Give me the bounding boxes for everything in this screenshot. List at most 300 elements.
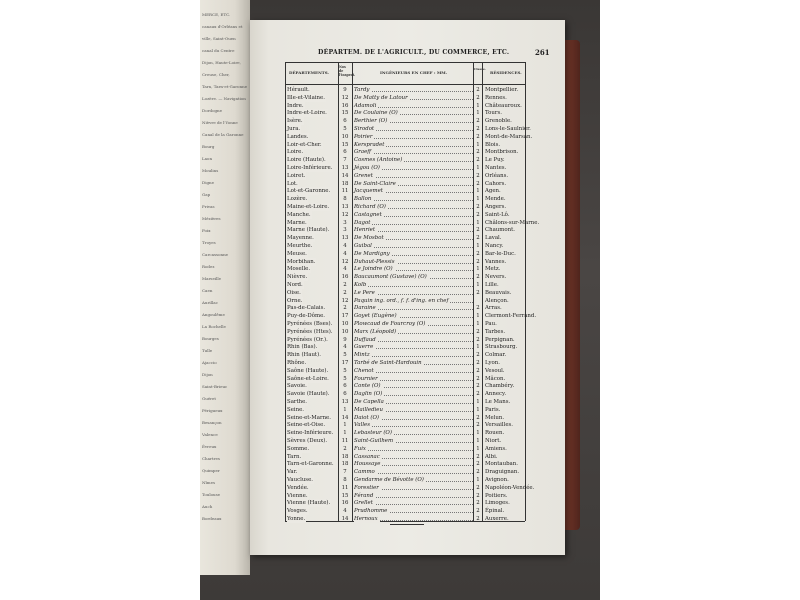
department-cell: Seine-et-Marne. [287, 414, 331, 421]
inspection-number-cell: 14 [341, 516, 349, 522]
left-page-text: Gap [202, 192, 211, 197]
table-row [285, 148, 525, 156]
left-page-text: Périgueux [202, 408, 223, 413]
class-cell: 2 [476, 383, 480, 390]
department-cell: Morbihan. [287, 258, 316, 265]
engineer-cell: Chenot [354, 367, 374, 374]
engineer-cell: Daraine [354, 305, 376, 312]
department-cell: Yonne. [287, 516, 306, 522]
table-row [285, 219, 540, 227]
table-row [285, 507, 525, 515]
department-cell: Vosges. [287, 508, 308, 515]
table-row [285, 86, 525, 94]
engineer-cell: Mailledieu [354, 406, 383, 413]
left-page-text: Privas [202, 204, 215, 209]
table-row [285, 273, 525, 281]
page-number: 261 [535, 48, 550, 57]
engineer-cell: Henriet [354, 227, 376, 234]
department-cell: Rhin (Haut). [287, 352, 321, 359]
department-cell: Tarn. [287, 453, 302, 460]
inspection-number-cell: 13 [341, 235, 349, 242]
residence-cell: Agen. [485, 188, 501, 195]
department-cell: Orne. [287, 297, 303, 304]
class-cell: 2 [476, 87, 480, 93]
engineer-cell: Saint-Guilhem [354, 438, 394, 444]
left-page-text: Mézières [202, 216, 221, 221]
table-row [285, 94, 525, 102]
left-page-text: Dijon [202, 372, 213, 377]
residence-cell: Paris. [485, 406, 501, 413]
class-cell: 2 [476, 211, 480, 218]
department-cell: Seine-et-Oise. [287, 422, 326, 429]
table-row [285, 242, 525, 250]
table-row [285, 382, 525, 390]
department-cell: Vendée. [287, 484, 309, 491]
table-row [285, 203, 525, 211]
class-cell: 1 [476, 219, 480, 226]
left-page-text: Chartres [202, 456, 220, 461]
department-cell: Moselle. [287, 266, 311, 273]
table-row [285, 492, 525, 500]
inspection-number-cell: 7 [343, 157, 347, 164]
class-cell: 2 [476, 391, 480, 398]
inspection-number-cell: 10 [341, 321, 349, 327]
department-cell: Meurthe. [287, 243, 313, 249]
engineer-cell: Cassanac [354, 453, 380, 460]
residence-cell: Châlons-sur-Marne. [485, 219, 540, 226]
inspection-number-cell: 16 [341, 500, 349, 507]
engineer-cell: Guerre [354, 344, 374, 351]
residence-cell: Melun. [485, 414, 505, 421]
department-cell: Nièvre. [287, 274, 308, 281]
department-cell: Loir-et-Cher. [287, 141, 322, 148]
engineer-cell: Houssaye [354, 461, 381, 468]
left-page-text: Marseille [202, 276, 222, 281]
class-cell: 1 [476, 282, 480, 288]
dot-leader [355, 450, 473, 451]
inspection-number-cell: 7 [343, 469, 347, 476]
engineer-cell: Castagnet [354, 211, 382, 218]
engineer-cell: Fuix [354, 445, 366, 452]
department-cell: Pyrénées (Or.). [287, 336, 328, 343]
table-row [285, 281, 525, 289]
inspection-number-cell: 10 [341, 133, 349, 140]
class-cell: 1 [476, 243, 480, 249]
residence-cell: Amiens. [485, 445, 507, 452]
department-cell: Vienne. [287, 492, 308, 499]
engineer-cell: Cosmes (Antoine) [354, 157, 403, 164]
inspection-number-cell: 13 [341, 399, 349, 405]
engineer-cell: Graeff [354, 149, 372, 156]
residence-cell: Arras. [485, 305, 502, 312]
header-departments: DÉPARTEMENTS. [289, 70, 329, 75]
class-cell: 2 [476, 375, 480, 382]
table-row [285, 406, 525, 414]
left-page-text: Dordogne [202, 108, 222, 113]
end-rule [390, 524, 424, 525]
table-row [285, 429, 525, 437]
table-row [285, 515, 525, 523]
department-cell: Tarn-et-Garonne. [287, 461, 334, 468]
inspection-number-cell: 5 [343, 126, 347, 132]
class-cell: 1 [476, 344, 480, 351]
department-cell: Saône-et-Loire. [287, 375, 329, 382]
table-row [285, 375, 525, 383]
engineer-cell: Mintz [354, 352, 370, 359]
table-row [285, 250, 525, 258]
class-cell: 2 [476, 250, 480, 257]
left-page-text: Valence [202, 432, 218, 437]
department-cell: Vaucluse. [287, 477, 313, 483]
table-row [285, 289, 525, 297]
class-cell: 2 [476, 126, 480, 132]
dot-leader [355, 91, 473, 92]
table-row [285, 133, 533, 141]
engineer-cell: Marx (Léopold) [354, 328, 397, 335]
left-page-text: Toulouse [202, 492, 221, 497]
left-page-text: Angoulême [202, 312, 225, 317]
inspection-number-cell: 3 [343, 227, 347, 234]
table-row [285, 226, 525, 234]
table-row [285, 180, 525, 188]
left-page-text: Dijon, Haute-Loire, [202, 60, 241, 65]
class-cell: 2 [476, 492, 480, 499]
left-page [200, 0, 250, 575]
table-header-rule [285, 84, 525, 85]
inspection-number-cell: 12 [341, 258, 349, 265]
department-cell: Vienne (Haute). [287, 500, 331, 507]
header-class: Classe. [474, 67, 486, 71]
residence-cell: Niort. [485, 438, 502, 444]
inspection-number-cell: 1 [343, 430, 347, 437]
residence-cell: Tarbes. [485, 328, 506, 335]
engineer-cell: Lebasteur (O) [354, 430, 392, 437]
engineer-cell: Duffaud [354, 336, 376, 343]
table-row [285, 398, 525, 406]
left-page-text: Creuse, Cher, [202, 72, 230, 77]
class-cell: 2 [476, 227, 480, 234]
inspection-number-cell: 15 [341, 141, 349, 148]
left-page-text: canal du Centre [202, 48, 235, 53]
inspection-number-cell: 2 [343, 445, 347, 452]
class-cell: 1 [476, 430, 480, 437]
left-page-text: Canal de la Garonne [202, 132, 244, 137]
table-row [285, 499, 525, 507]
department-cell: Marne (Haute). [287, 227, 330, 234]
residence-cell: Beauvais. [485, 289, 512, 296]
inspection-number-cell: 17 [341, 313, 349, 320]
engineer-cell: Daglin (O) [354, 391, 383, 398]
residence-cell: Poitiers. [485, 492, 508, 499]
class-cell: 1 [476, 196, 480, 203]
class-cell: 2 [476, 516, 480, 522]
left-page-text: Ajaccio [202, 360, 217, 365]
table-row [285, 211, 525, 219]
department-cell: Pyrénées (Bses). [287, 321, 333, 327]
engineer-cell: Hernoux [354, 516, 378, 522]
department-cell: Isère. [287, 118, 303, 125]
class-cell: 2 [476, 367, 480, 374]
left-page-text: La Rochelle [202, 324, 226, 329]
residence-cell: Épinal. [485, 508, 505, 515]
residence-cell: Montbrison. [485, 149, 519, 156]
class-cell: 2 [476, 328, 480, 335]
left-page-text: Guéret [202, 396, 217, 401]
class-cell: 1 [476, 406, 480, 413]
class-cell: 1 [476, 110, 480, 117]
inspection-number-cell: 18 [341, 461, 349, 468]
class-cell: 1 [476, 102, 480, 109]
inspection-number-cell: 14 [341, 172, 349, 179]
class-cell: 2 [476, 94, 480, 101]
inspection-number-cell: 17 [341, 360, 349, 366]
left-page-text: canaux d'Orléans et [202, 24, 243, 29]
engineer-cell: Forestier [354, 484, 379, 491]
engineer-cell: Férand [354, 492, 374, 499]
left-page-text: Laon [202, 156, 213, 161]
table-row [285, 297, 525, 305]
inspection-number-cell: 4 [343, 508, 347, 515]
residence-cell: Albi. [485, 453, 498, 460]
residence-cell: Montpellier. [485, 87, 519, 93]
residence-cell: Saint-Lô. [485, 211, 510, 218]
table-row [285, 437, 525, 445]
department-cell: Savoie (Haute). [287, 391, 330, 398]
inspection-number-cell: 6 [343, 383, 347, 390]
department-cell: Rhône. [287, 360, 307, 366]
left-page-text: Évreux [202, 444, 217, 449]
left-page-text: ville, Saint-Ouen [202, 36, 236, 41]
dot-leader [355, 286, 473, 287]
class-cell: 1 [476, 477, 480, 483]
right-page [250, 20, 565, 555]
department-cell: Landes. [287, 133, 309, 140]
table-row [285, 187, 525, 195]
class-cell: 1 [476, 321, 480, 327]
inspection-number-cell: 9 [343, 336, 347, 343]
residence-cell: Chaumont. [485, 227, 515, 234]
running-head: DÉPARTEM. DE L'AGRICULT., DU COMMERCE, ETC. [318, 49, 510, 56]
department-cell: Maine-et-Loire. [287, 204, 330, 210]
engineers-table [285, 62, 540, 522]
residence-cell: Strasbourg. [485, 344, 518, 351]
inspection-number-cell: 5 [343, 367, 347, 374]
engineer-cell: Valles [354, 422, 371, 429]
table-row [285, 414, 525, 422]
engineer-cell: De Capella [354, 399, 384, 405]
table-row [285, 172, 525, 180]
residence-cell: Vannes. [485, 258, 507, 265]
residence-cell: Pau. [485, 321, 497, 327]
engineer-cell: Guibal [354, 243, 372, 249]
class-cell: 2 [476, 172, 480, 179]
residence-cell: Bar-le-Duc. [485, 250, 516, 257]
class-cell: 1 [476, 313, 480, 320]
department-cell: Loiret. [287, 172, 306, 179]
inspection-number-cell: 4 [343, 243, 347, 249]
class-cell: 2 [476, 453, 480, 460]
table-row [285, 234, 525, 242]
engineer-cell: De Mardigny [354, 250, 390, 257]
left-page-text: Nièvre de l'Yonne [202, 120, 238, 125]
inspection-number-cell: 4 [343, 266, 347, 273]
table-row [285, 476, 525, 484]
class-cell: 2 [476, 235, 480, 242]
table-row [285, 484, 535, 492]
inspection-number-cell: 11 [341, 188, 349, 195]
class-cell: 1 [476, 165, 480, 171]
inspection-number-cell: 6 [343, 149, 347, 156]
left-page-text: Aurillac [202, 300, 218, 305]
inspection-number-cell: 2 [343, 282, 347, 288]
department-cell: Seine-Inférieure. [287, 430, 334, 437]
residence-cell: Orléans. [485, 172, 509, 179]
class-cell: 1 [476, 141, 480, 148]
engineer-cell: De Matty de Latour [354, 94, 408, 101]
table-row [285, 453, 525, 461]
inspection-number-cell: 6 [343, 391, 347, 398]
engineer-cell: Kolb [354, 282, 367, 288]
inspection-number-cell: 8 [343, 477, 347, 483]
table-row [285, 195, 525, 203]
engineer-cell: Dagot [354, 219, 371, 226]
residence-cell: Nancy. [485, 243, 504, 249]
table-row [285, 390, 525, 398]
left-page-text: Digne [202, 180, 214, 185]
inspection-number-cell: 2 [343, 289, 347, 296]
inspection-number-cell: 4 [343, 250, 347, 257]
class-cell: 2 [476, 352, 480, 359]
table-row [285, 359, 525, 367]
left-page-text: Tarn, Tarn-et-Garonne [202, 84, 248, 89]
department-cell: Marne. [287, 219, 307, 226]
engineer-cell: Berthier (O) [354, 118, 388, 125]
engineer-cell: Fournier [354, 375, 378, 382]
department-cell: Ille-et-Vilaine. [287, 94, 325, 101]
department-cell: Mayenne. [287, 235, 314, 242]
table-row [285, 102, 525, 110]
engineer-cell: De Mosbot [354, 235, 384, 242]
table-row [285, 125, 531, 133]
residence-cell: Lyon. [485, 360, 500, 366]
header-number: Nos de l'inspect. [339, 65, 356, 77]
residence-cell: Rouen. [485, 430, 505, 437]
class-cell: 2 [476, 305, 480, 312]
residence-cell: Châteauroux. [485, 102, 522, 109]
engineer-cell: Richard (O) [354, 204, 386, 210]
class-cell: 2 [476, 508, 480, 515]
residence-cell: Tours. [485, 110, 502, 117]
engineer-cell: Sirodot [354, 126, 375, 132]
table-row [285, 343, 525, 351]
engineer-cell: Grenet [354, 172, 373, 179]
residence-cell: Avignon. [485, 477, 509, 483]
left-page-text: Nîmes [202, 480, 215, 485]
inspection-number-cell: 15 [341, 492, 349, 499]
department-cell: Loire-Inférieure. [287, 165, 333, 171]
inspection-number-cell: 11 [341, 438, 349, 444]
residence-cell: Clermont-Ferrand. [485, 313, 537, 320]
residence-cell: Grenoble. [485, 118, 512, 125]
residence-cell: Versailles. [485, 422, 513, 429]
left-page-text: Foix [202, 228, 211, 233]
inspection-number-cell: 18 [341, 180, 349, 187]
department-cell: Pas-de-Calais. [287, 305, 326, 312]
dot-leader [355, 356, 473, 357]
inspection-number-cell: 3 [343, 219, 347, 226]
engineer-cell: Le Joindre (O) [354, 266, 393, 273]
left-page-text: Caen [202, 288, 213, 293]
class-cell: 2 [476, 336, 480, 343]
engineer-cell: Kerspradet [354, 141, 385, 148]
table-row [285, 304, 525, 312]
class-cell: 2 [476, 180, 480, 187]
residence-cell: Chambéry. [485, 383, 515, 390]
inspection-number-cell: 9 [343, 87, 347, 93]
department-cell: Puy-de-Dôme. [287, 313, 326, 320]
residence-cell: Mâcon. [485, 375, 506, 382]
left-page-text: Auch [202, 504, 213, 509]
department-cell: Indre-et-Loire. [287, 110, 327, 117]
inspection-number-cell: 14 [341, 414, 349, 421]
left-page-text: Carcassonne [202, 252, 229, 257]
inspection-number-cell: 1 [343, 406, 347, 413]
table-row [285, 460, 525, 468]
residence-cell: Colmar. [485, 352, 507, 359]
residence-cell: Lille. [485, 282, 499, 288]
department-cell: Sarthe. [287, 399, 308, 405]
left-page-text: Besançon [202, 420, 222, 425]
department-cell: Rhin (Bas). [287, 344, 318, 351]
table-row [285, 265, 525, 273]
engineer-cell: Conte (O) [354, 383, 381, 390]
table-row [285, 328, 525, 336]
header-engineers: INGÉNIEURS EN CHEF : MM. [380, 70, 448, 75]
residence-cell: Annecy. [485, 391, 507, 398]
table-row [285, 258, 525, 266]
class-cell: 1 [476, 399, 480, 405]
residence-cell: Auxerre. [485, 516, 509, 522]
engineer-cell: Grellet [354, 500, 373, 507]
engineer-cell: Adamoli [354, 102, 377, 109]
table-row [285, 367, 525, 375]
table-row [285, 445, 525, 453]
engineer-cell: Prudhomme [354, 508, 388, 515]
residence-cell: Limoges. [485, 500, 510, 507]
engineer-cell: Plowcaud de Fourcroy (O) [354, 321, 426, 327]
inspection-number-cell: 13 [341, 165, 349, 171]
department-cell: Indre. [287, 102, 304, 109]
class-cell: 2 [476, 204, 480, 210]
class-cell: 2 [476, 289, 480, 296]
department-cell: Pyrénées (Htes). [287, 328, 333, 335]
class-cell: 2 [476, 274, 480, 281]
left-page-text: Rodez [202, 264, 215, 269]
inspection-number-cell: 5 [343, 352, 347, 359]
inspection-number-cell: 11 [341, 484, 349, 491]
department-cell: Seine. [287, 406, 304, 413]
inspection-number-cell: 16 [341, 274, 349, 281]
inspection-number-cell: 6 [343, 118, 347, 125]
department-cell: Lot. [287, 180, 298, 187]
residence-cell: Napoléon-Vendée. [485, 484, 535, 491]
department-cell: Lozère. [287, 196, 308, 203]
department-cell: Loire. [287, 149, 304, 156]
class-cell: 2 [476, 118, 480, 125]
class-cell: 1 [476, 438, 480, 444]
residence-cell: Laval. [485, 235, 502, 242]
inspection-number-cell: 2 [343, 305, 347, 312]
